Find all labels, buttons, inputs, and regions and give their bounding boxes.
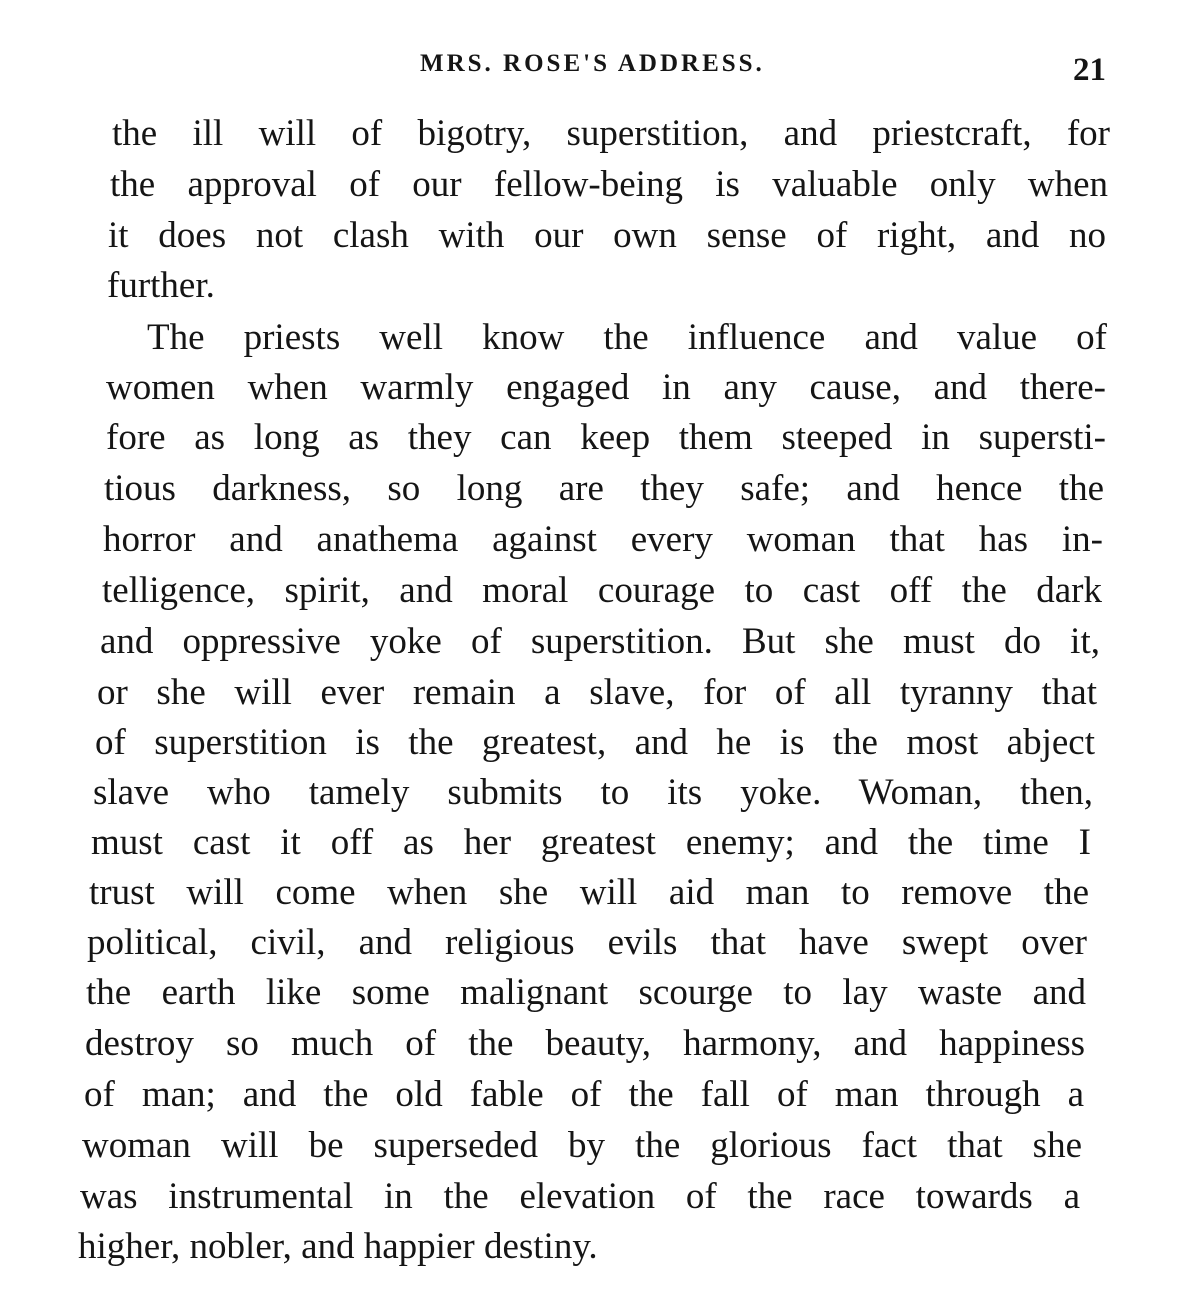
text-line: political, civil, and religious evils that have swept over: [87, 922, 1087, 963]
text-line: horror and anathema against every woman that has in-: [103, 519, 1103, 560]
text-line: and oppressive yoke of superstition. But she must do it,: [100, 621, 1100, 662]
text-line: of man; and the old fable of the fall of man through a: [84, 1074, 1084, 1115]
text-line: destroy so much of the beauty, harmony, and happiness: [85, 1023, 1085, 1064]
text-line: woman will be superseded by the glorious fact that she: [82, 1125, 1082, 1166]
text-line: must cast it off as her greatest enemy; and the time I: [91, 822, 1091, 863]
text-line: of superstition is the greatest, and he is the most abject: [95, 722, 1095, 763]
text-line: slave who tamely submits to its yoke. Woman, then,: [93, 772, 1093, 813]
text-line: higher, nobler, and happier destiny.: [78, 1226, 598, 1267]
text-line: the approval of our fellow-being is valuable only when: [110, 164, 1108, 205]
text-line: fore as long as they can keep them steeped in supersti-: [106, 417, 1106, 458]
text-line: the earth like some malignant scourge to lay waste and: [86, 972, 1086, 1013]
text-line: the ill will of bigotry, superstition, and priestcraft, for: [112, 113, 1110, 154]
text-line: further.: [107, 265, 215, 306]
running-head: MRS. ROSE'S ADDRESS.: [420, 50, 765, 77]
text-line: telligence, spirit, and moral courage to cast off the dark: [102, 570, 1102, 611]
text-line: tious darkness, so long are they safe; and hence the: [104, 468, 1104, 509]
text-line: or she will ever remain a slave, for of all tyranny that: [97, 672, 1097, 713]
text-line: trust will come when she will aid man to remove the: [89, 872, 1089, 913]
text-line: women when warmly engaged in any cause, and there-: [106, 367, 1106, 408]
page-number: 21: [1073, 52, 1106, 88]
text-line: it does not clash with our own sense of right, and no: [108, 215, 1106, 256]
text-line: was instrumental in the elevation of the race towards a: [80, 1176, 1080, 1217]
text-line: The priests well know the influence and value of: [147, 317, 1107, 358]
